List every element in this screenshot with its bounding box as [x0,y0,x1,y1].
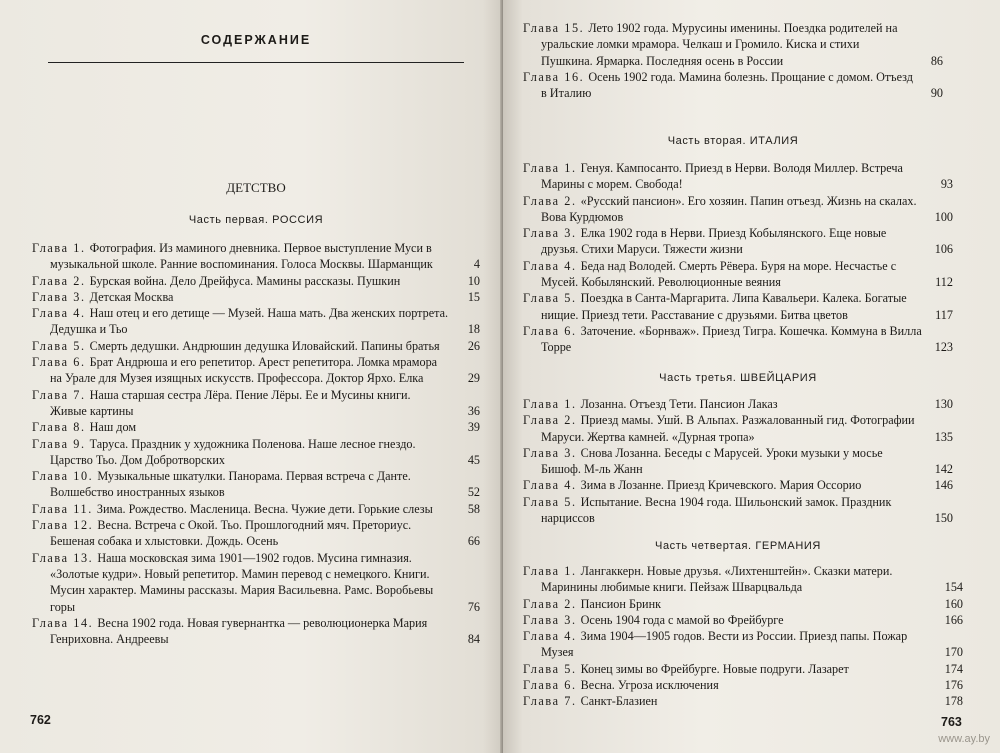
toc-entry [523,225,953,258]
toc-entry [523,477,953,493]
chapter-label: Глава 2. [523,193,577,208]
chapter-title: Наш отец и его детище — Музей. Наша мать. Два женских портрета. Дедушка и Тьо [50,306,449,337]
chapter-title: Пансион Бринк [580,596,662,611]
toc-entry [523,628,963,661]
chapter-label: Глава 3. [523,445,577,460]
page-ref: 160 [944,596,963,611]
chapter-title: Зима. Рождество. Масленица. Весна. Чужие дети. Горькие слезы [96,501,433,516]
chapter-title: Таруса. Праздник у художника Поленова. Наше лесное гнездо. Царство Тьо. Дом Добротворских [50,436,416,467]
chapter-title: Зима 1904—1905 годов. Вести из России. Приезд папы. Пожар Музея [541,629,908,660]
page-ref: 135 [934,429,953,444]
chapter-label: Глава 2. [523,596,577,611]
chapter-label: Глава 3. [523,226,577,241]
chapter-title: Санкт-Блазиен [580,694,658,709]
chapter-title: Брат Андрюша и его репетитор. Арест репетитора. Ломка мрамора на Урале для Музея изящных искусств. Профессора. Доктор Ярхо. Елка [50,355,438,386]
page-ref: 86 [930,53,943,68]
toc-entry [32,354,480,387]
page-ref: 106 [934,242,953,257]
page-number-right: 763 [941,715,962,729]
page-ref: 100 [934,209,953,224]
chapter-label: Глава 2. [523,413,577,428]
chapter-label: Глава 6. [523,323,577,338]
chapter-title: Осень 1904 года с мамой во Фрейбурге [580,612,784,627]
chapter-label: Глава 1. [523,564,577,578]
page-ref: 26 [467,338,480,353]
toc-entry [523,677,963,693]
page-ref: 123 [934,340,953,355]
toc-entry [523,69,943,102]
toc-entry [32,273,480,289]
toc-list-italy [523,160,953,356]
chapter-label: Глава 12. [32,518,94,533]
chapter-label: Глава 6. [32,355,86,370]
page-ref: 39 [467,420,480,435]
page-ref: 18 [467,322,480,337]
page-ref: 76 [467,599,480,614]
page-ref: 4 [473,257,480,272]
toc-entry [523,412,953,445]
toc-entry [32,240,480,273]
toc-entry [523,661,963,677]
chapter-title: Наша старшая сестра Лёра. Пение Лёры. Ее и Мусины книги. Живые картины [50,387,411,418]
chapter-label: Глава 11. [32,501,93,516]
chapter-title: Детская Москва [89,289,174,304]
chapter-label: Глава 4. [523,258,577,273]
chapter-label: Глава 1. [523,397,577,411]
chapter-title: Бурская война. Дело Дрейфуса. Мамины рассказы. Пушкин [89,273,401,288]
toc-entry [32,338,480,354]
part-heading-germany: Часть четвертая. ГЕРМАНИЯ [655,540,821,552]
page-ref: 146 [934,478,953,493]
toc-entry [523,290,953,323]
chapter-label: Глава 1. [523,161,577,175]
chapter-label: Глава 4. [32,306,86,321]
page-ref: 15 [467,289,480,304]
toc-entry [32,387,480,420]
toc-entry [523,20,943,69]
page-ref: 36 [467,403,480,418]
toc-entry [523,494,953,527]
toc-entry [32,419,480,435]
watermark: www.ay.by [938,733,990,745]
page-ref: 142 [934,462,953,477]
chapter-title: Весна. Встреча с Окой. Тьо. Прошлогодний мяч. Преториус. Бешеная собака и хлыстовки. Дождь. Осень [50,518,412,549]
chapter-label: Глава 14. [32,615,94,630]
chapter-title: Елка 1902 года в Нерви. Приезд Кобылянского. Еще новые друзья. Стихи Маруси. Тяжести жизни [541,226,887,257]
page-ref: 130 [934,397,953,411]
page-ref: 174 [944,661,963,676]
chapter-title: Фотография. Из маминого дневника. Первое выступление Муси в музыкальной школе. Ранние воспоминания. Голоса Москвы. Шарманщик [50,241,433,272]
toc-entry [523,612,963,628]
toc-entry [523,693,963,709]
page-ref: 178 [944,694,963,709]
toc-entry [523,323,953,356]
toc-entry [32,289,480,305]
chapter-label: Глава 15. [523,21,585,35]
page-ref: 45 [467,452,480,467]
chapter-label: Глава 10. [32,469,94,484]
chapter-title: Наш дом [89,420,137,435]
toc-list-germany [523,563,963,710]
toc-entry [523,193,953,226]
chapter-label: Глава 2. [32,273,86,288]
toc-entry [523,396,953,412]
chapter-label: Глава 5. [32,338,86,353]
chapter-title: Испытание. Весна 1904 года. Шильонский замок. Праздник нарциссов [541,494,892,526]
page-ref: 154 [944,580,963,595]
chapter-title: Лангаккерн. Новые друзья. «Лихтенштейн». Сказки матери. Маринины любимые книги. Пейзаж Шварцвальда [541,564,893,595]
toc-entry [32,501,480,517]
chapter-label: Глава 8. [32,420,86,435]
page-ref: 29 [467,371,480,386]
chapter-label: Глава 5. [523,291,577,306]
chapter-title: Заточение. «Борнваж». Приезд Тигра. Кошечка. Коммуна в Вилла Торре [541,323,922,355]
chapter-title: Поездка в Санта-Маргарита. Липа Кавальери. Калека. Богатые нищие. Приезд тети. Расставание с друзьями. Битва цветов [541,291,907,322]
chapter-label: Глава 9. [32,436,86,451]
chapter-label: Глава 3. [523,612,577,627]
part-heading-switzerland: Часть третья. ШВЕЙЦАРИЯ [659,372,817,384]
toc-entry [523,596,963,612]
chapter-title: Конец зимы во Фрейбурге. Новые подруги. Лазарет [580,661,849,676]
chapter-label: Глава 4. [523,478,577,493]
chapter-title: Снова Лозанна. Беседы с Марусей. Уроки музыки у мосье Бишоф. М-ль Жанн [541,445,883,477]
toc-list-switzerland [523,396,953,526]
chapter-title: Лозанна. Отъезд Тети. Пансион Лаказ [580,397,778,411]
chapter-label: Глава 3. [32,289,86,304]
toc-entry [32,550,480,615]
chapter-label: Глава 6. [523,678,577,693]
page-ref: 176 [944,678,963,693]
chapter-label: Глава 1. [32,241,86,255]
chapter-title: Осень 1902 года. Мамина болезнь. Прощание с домом. Отъезд в Италию [541,69,913,101]
page-ref: 66 [467,534,480,549]
page-ref: 166 [944,612,963,627]
page-ref: 90 [930,86,943,101]
chapter-title: Генуя. Кампосанто. Приезд в Нерви. Володя Миллер. Встреча Марины с морем. Свобода! [541,161,903,192]
page-ref: 84 [467,632,480,647]
toc-entry [523,445,953,478]
toc-entry [523,563,963,596]
chapter-title: Смерть дедушки. Андрюшин дедушка Иловайский. Папины братья [89,338,440,353]
chapter-title: Музыкальные шкатулки. Панорама. Первая встреча с Данте. Волшебство иностранных языков [50,469,411,500]
chapter-label: Глава 5. [523,661,577,676]
chapter-title: «Русский пансион». Его хозяин. Папин отъезд. Жизнь на скалах. Вова Курдюмов [541,193,917,224]
chapter-title: Приезд мамы. Ушй. В Альпах. Разжалованный гид. Фотографии Маруси. Жертва камней. «Дурная тропа» [541,413,915,444]
toc-entry [32,615,480,648]
chapter-label: Глава 4. [523,629,577,644]
page-number-left: 762 [30,713,51,727]
chapter-title: Весна. Угроза исключения [580,678,719,693]
chapter-label: Глава 7. [523,694,577,709]
chapter-title: Зима в Лозанне. Приезд Кричевского. Мария Оссорио [580,478,862,493]
chapter-label: Глава 16. [523,69,585,84]
toc-entry [32,305,480,338]
toc-entry [32,468,480,501]
chapter-title: Лето 1902 года. Мурусины именины. Поездка родителей на уральские ломки мрамора. Челкаш и Громило. Киска и стихи Пушкина. Ярмарка. Последняя осень в России [541,21,898,68]
title-rule [48,62,464,63]
page-ref: 150 [934,511,953,526]
toc-entry [32,517,480,550]
page-ref: 170 [944,645,963,660]
page-ref: 93 [940,177,953,192]
chapter-label: Глава 7. [32,387,86,402]
chapter-title: Беда над Володей. Смерть Рёвера. Буря на море. Несчастье с Мусей. Кобылянский. Революционные веяния [541,258,897,290]
page-ref: 117 [935,307,953,322]
toc-entry [523,258,953,291]
chapter-label: Глава 5. [523,494,577,509]
section-title: ДЕТСТВО [226,180,286,195]
toc-entry [523,160,953,193]
page-ref: 58 [467,501,480,516]
toc-list-russia-continued [523,20,943,101]
chapter-label: Глава 13. [32,550,94,565]
toc-title: СОДЕРЖАНИЕ [200,33,312,47]
chapter-title: Весна 1902 года. Новая гувернантка — революционерка Мария Генриховна. Андреевы [50,615,428,647]
page-ref: 112 [935,275,953,290]
part-heading-russia: Часть первая. РОССИЯ [188,214,324,226]
toc-list-russia [32,240,480,647]
page-ref: 10 [467,273,480,288]
right-page [503,0,1000,753]
chapter-title: Наша московская зима 1901—1902 годов. Мусина гимназия. «Золотые кудри». Новый репетитор. Мамин перевод с немецкого. Книги. Мусин характер. Мамины рассказы. Мария Васильевна. Рамс. Воробьевы горы [50,550,434,614]
part-heading-italy: Часть вторая. ИТАЛИЯ [667,135,799,147]
page-ref: 52 [467,485,480,500]
toc-entry [32,436,480,469]
